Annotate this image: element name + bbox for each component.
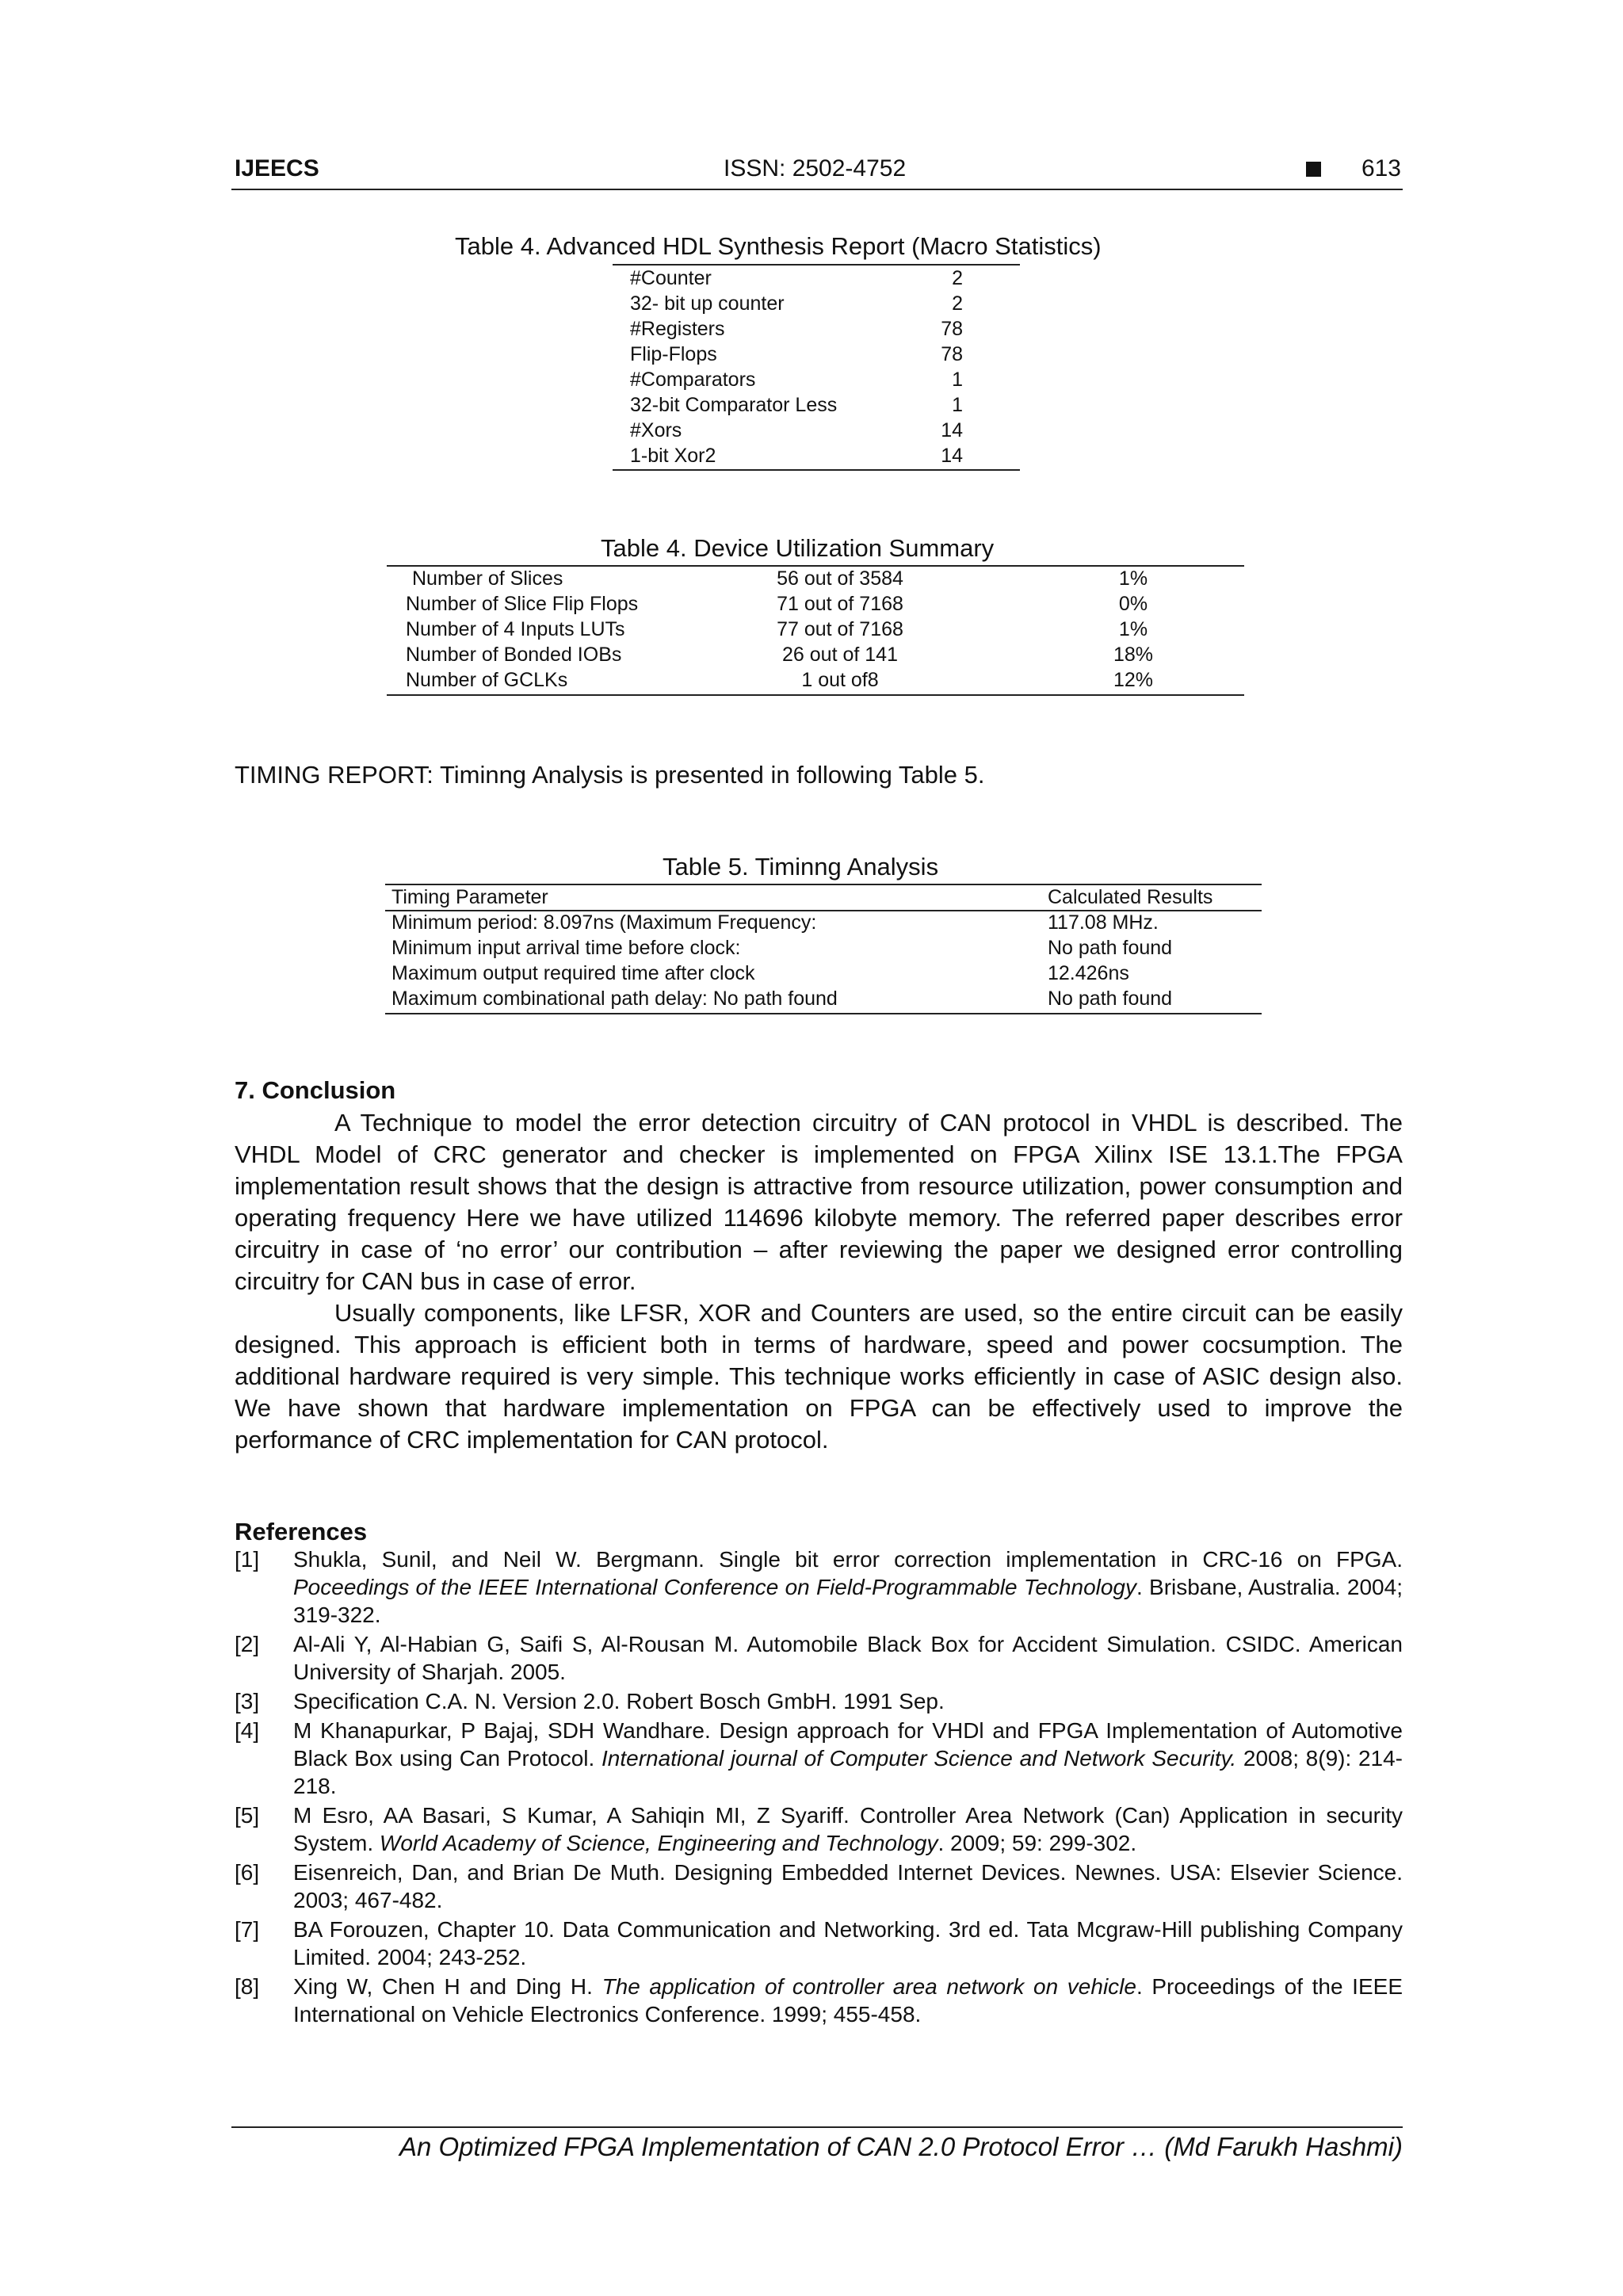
table-row (630, 343, 995, 369)
reference-item (235, 1545, 1403, 1629)
running-header (235, 155, 1401, 190)
footer-rule (231, 2126, 1403, 2128)
reference-text: BA Forouzen, Chapter 10. Data Communication and Networking. 3rd ed. Tata Mcgraw-Hill publishing Company Limited. 2004; 243-252. (293, 1917, 1403, 1969)
reference-venue: World Academy of Science, Engineering and Technology (379, 1831, 938, 1855)
table-row (630, 267, 995, 292)
conclusion-paragraph-2: Usually components, like LFSR, XOR and Counters are used, so the entire circuit can be easily designed. This approach is efficient both in terms of hardware, speed and power cocsumption. The additional hardware required is very simple. This technique works efficiently in case of ASIC design also. We have shown that hardware implementation on FPGA can be effectively used to improve the performance of CRC implementation for CAN protocol. (235, 1299, 1403, 1454)
reference-venue: Poceedings of the IEEE International Conference on Field-Programmable Technology (293, 1575, 1137, 1599)
conclusion-heading: 7. Conclusion (235, 1076, 396, 1104)
reference-text: 2008; 8(9): 214-218. (293, 1746, 1403, 1798)
table-row (630, 318, 995, 343)
table-device (388, 567, 1244, 694)
table-cell: 1% (1118, 618, 1148, 640)
reference-text: . Proceedings of the IEEE International on Vehicle Electronics Conference. 1999; 455-458. (293, 1974, 1403, 2027)
reference-item (235, 1973, 1403, 2028)
table-cell: 56 out of 3584 (777, 567, 903, 590)
conclusion-paragraph-1: A Technique to model the error detection circuitry of CAN protocol in VHDL is described. The VHDL Model of CRC generator and checker is implemented on FPGA Xilinx ISE 13.1.The FPGA implementation result shows that the design is attractive from resource utilization, power consumption and operating frequency Here we have utilized 114696 kilobyte memory. The referred paper describes error circuitry in case of ‘no error’ our contribution – after reviewing the paper we designed error controlling circuitry for CAN bus in case of error. (235, 1109, 1403, 1295)
table-cell: 78 (941, 343, 963, 365)
table-row (388, 644, 1244, 669)
table-cell: Minimum period: 8.097ns (Maximum Frequency: (391, 911, 817, 934)
table-cell: 14 (941, 419, 963, 441)
table-row (388, 593, 1244, 618)
table-cell: #Registers (630, 318, 725, 340)
reference-text: . 2009; 59: 299-302. (938, 1831, 1137, 1855)
table-row (630, 445, 995, 470)
reference-venue: The application of controller area network on vehicle (601, 1974, 1136, 1999)
table-cell: 18% (1113, 644, 1154, 666)
references-heading: References (235, 1518, 368, 1545)
reference-text: M Esro, AA Basari, S Kumar, A Sahiqin MI, Z Syariff. Controller Area Network (Can) Application in security System. (293, 1803, 1403, 1855)
table-device-bottom-rule (387, 694, 1244, 696)
table-cell: Maximum combinational path delay: No path found (391, 988, 838, 1010)
reference-text: Shukla, Sunil, and Neil W. Bergmann. Single bit error correction implementation in CRC-16 on FPGA. (293, 1547, 1403, 1572)
reference-item (235, 1687, 1403, 1715)
table-cell: #Xors (630, 419, 682, 441)
table-cell: 1 out of8 (801, 669, 879, 691)
reference-text: Eisenreich, Dan, and Brian De Muth. Designing Embedded Internet Devices. Newnes. USA: Elsevier Science. 2003; 467-482. (293, 1860, 1403, 1912)
table-timing-top-rule (385, 884, 1262, 885)
table-cell: 2 (952, 292, 963, 315)
table-timing (391, 886, 1255, 1013)
table-row (388, 669, 1244, 694)
table-cell: Number of Bonded IOBs (406, 644, 622, 666)
reference-item (235, 1717, 1403, 1800)
reference-number: [7] (235, 1917, 260, 1942)
table-cell: #Comparators (630, 369, 756, 391)
table-cell: 14 (941, 445, 963, 467)
reference-item (235, 1916, 1403, 1971)
table-row (630, 292, 995, 318)
reference-number: [4] (235, 1718, 260, 1743)
table-timing-header-rule (385, 910, 1262, 911)
table-header-cell: Calculated Results (1048, 886, 1213, 908)
table-cell: 32- bit up counter (630, 292, 785, 315)
timing-intro: TIMING REPORT: Timinng Analysis is presented in following Table 5. (235, 761, 985, 789)
reference-text: Al-Ali Y, Al-Habian G, Saifi S, Al-Rousan M. Automobile Black Box for Accident Simulation. CSIDC. American University of Sharjah. 2005. (293, 1632, 1403, 1684)
square-bullet-icon (1306, 162, 1321, 177)
issn: ISSN: 2502-4752 (724, 155, 907, 181)
table-timing-bottom-rule (385, 1013, 1262, 1014)
table-macro-top-rule (613, 264, 1020, 266)
table-device-top-rule (387, 565, 1244, 567)
table-header-row (391, 886, 1255, 911)
table-cell: 1 (952, 369, 963, 391)
table-cell: 1 (952, 394, 963, 416)
reference-number: [1] (235, 1547, 260, 1572)
running-footer: An Optimized FPGA Implementation of CAN 2.0 Protocol Error … (Md Farukh Hashmi) (399, 2132, 1403, 2161)
reference-item (235, 1859, 1403, 1914)
table-macro-caption: Table 4. Advanced HDL Synthesis Report (Macro Statistics) (455, 232, 1102, 260)
reference-number: [3] (235, 1689, 260, 1713)
table-cell: No path found (1048, 988, 1173, 1010)
table-cell: 1-bit Xor2 (630, 445, 716, 467)
table-timing-caption: Table 5. Timinng Analysis (663, 853, 939, 881)
table-row (388, 618, 1244, 644)
table-cell: Number of GCLKs (406, 669, 568, 691)
reference-number: [2] (235, 1632, 260, 1656)
table-cell: No path found (1048, 937, 1173, 959)
reference-text: . Brisbane, Australia. 2004; 319-322. (293, 1575, 1403, 1627)
page-number: 613 (1361, 155, 1401, 181)
table-cell: 26 out of 141 (782, 644, 898, 666)
table-cell: Minimum input arrival time before clock: (391, 937, 741, 959)
reference-item (235, 1630, 1403, 1686)
table-cell: 117.08 MHz. (1048, 911, 1159, 934)
table-macro (630, 267, 995, 470)
table-cell: 78 (941, 318, 963, 340)
table-row (391, 962, 1255, 988)
reference-text: M Khanapurkar, P Bajaj, SDH Wandhare. Design approach for VHDl and FPGA Implementation of Automotive Black Box using Can Protocol. (293, 1718, 1403, 1771)
references-list (235, 1545, 1403, 2030)
table-row (388, 567, 1244, 593)
reference-item (235, 1801, 1403, 1857)
table-device-caption: Table 4. Device Utilization Summary (601, 534, 995, 562)
table-cell: 1% (1118, 567, 1148, 590)
table-cell: #Counter (630, 267, 712, 289)
table-row (630, 394, 995, 419)
journal-name: IJEECS (235, 155, 319, 181)
reference-text: Specification C.A. N. Version 2.0. Robert Bosch GmbH. 1991 Sep. (293, 1689, 945, 1713)
table-cell: 71 out of 7168 (777, 593, 903, 615)
table-cell: 12.426ns (1048, 962, 1129, 984)
table-row (630, 369, 995, 394)
table-cell: Number of 4 Inputs LUTs (406, 618, 625, 640)
table-row (391, 988, 1255, 1013)
table-cell: 12% (1113, 669, 1154, 691)
reference-number: [6] (235, 1860, 260, 1885)
table-cell: Number of Slices (412, 567, 563, 590)
table-header-cell: Timing Parameter (391, 886, 548, 908)
table-row (391, 937, 1255, 962)
table-cell: Flip-Flops (630, 343, 717, 365)
table-row (630, 419, 995, 445)
reference-text: Xing W, Chen H and Ding H. (293, 1974, 602, 1999)
reference-number: [8] (235, 1974, 260, 1999)
table-cell: 77 out of 7168 (777, 618, 903, 640)
table-macro-bottom-rule (613, 469, 1020, 471)
header-rule (231, 189, 1403, 190)
table-cell: 2 (952, 267, 963, 289)
table-cell: 32-bit Comparator Less (630, 394, 838, 416)
table-row (391, 911, 1255, 937)
reference-number: [5] (235, 1803, 260, 1828)
table-cell: 0% (1118, 593, 1148, 615)
table-cell: Number of Slice Flip Flops (406, 593, 639, 615)
reference-venue: International journal of Computer Science and Network Security. (601, 1746, 1237, 1771)
table-cell: Maximum output required time after clock (391, 962, 755, 984)
